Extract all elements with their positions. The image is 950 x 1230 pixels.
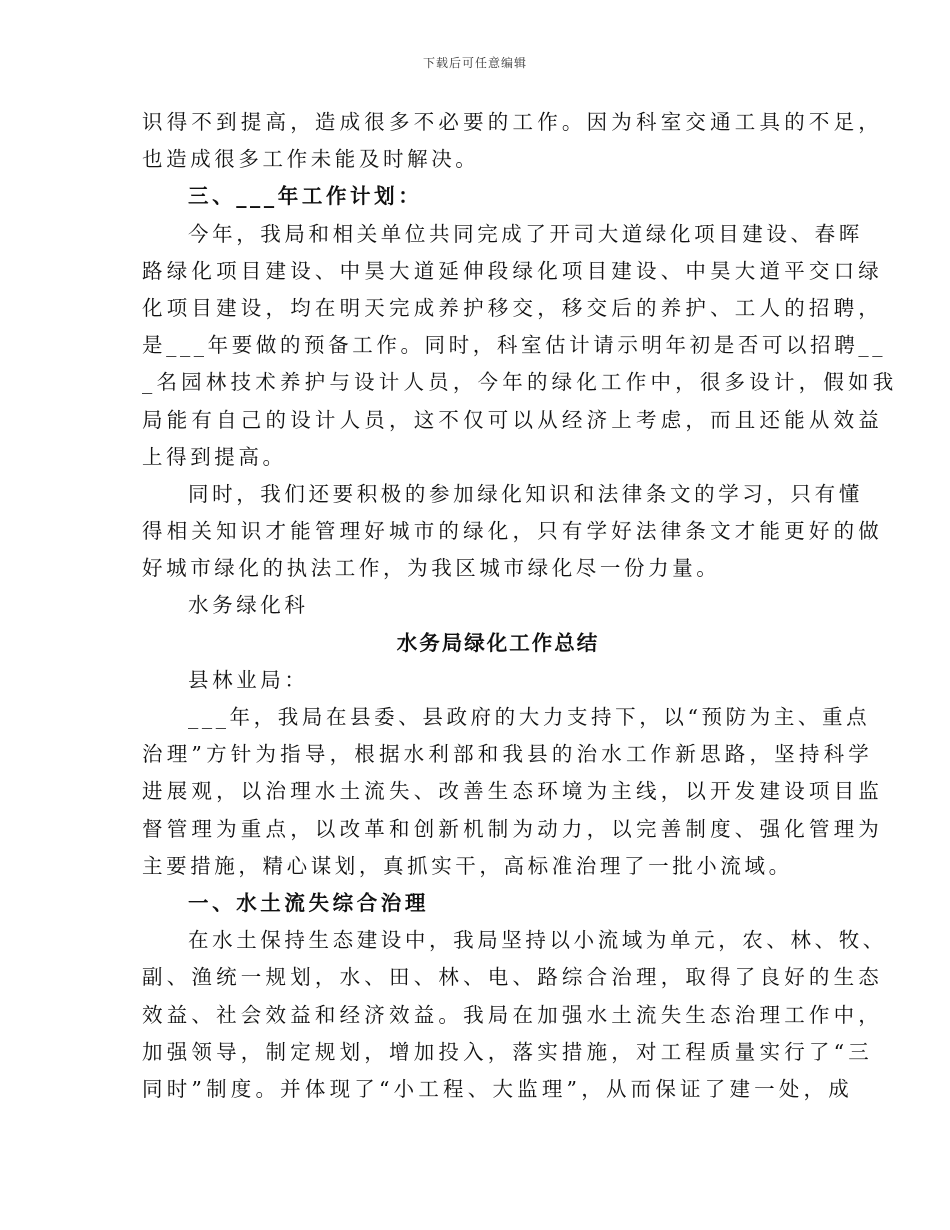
text-line: 治理”方针为指导，根据水利部和我县的治水工作新思路，坚持科学 (142, 742, 873, 767)
text-line: 今年，我局和相关单位共同完成了开司大道绿化项目建设、春晖 (188, 221, 863, 246)
text-line: 上得到提高。 (142, 444, 287, 469)
text-line: 督管理为重点，以改革和创新机制为动力，以完善制度、强化管理为 (142, 816, 883, 841)
salutation: 县林业局： (188, 667, 309, 692)
text-line: 局能有自己的设计人员，这不仅可以从经济上考虑，而且还能从效益 (142, 407, 883, 432)
text-line: 得相关知识才能管理好城市的绿化，只有学好法律条文才能更好的做 (142, 519, 883, 544)
text-line: 路绿化项目建设、中昊大道延伸段绿化项目建设、中昊大道平交口绿 (142, 258, 883, 283)
text-line: 好城市绿化的执法工作，为我区城市绿化尽一份力量。 (142, 556, 721, 581)
text-line: 效益、社会效益和经济效益。我局在加强水土流失生态治理工作中， (142, 1002, 883, 1027)
text-line: 是___年要做的预备工作。同时，科室估计请示明年初是否可以招聘__ (142, 333, 887, 358)
text-line: 主要措施，精心谋划，真抓实干，高标准治理了一批小流域。 (142, 853, 793, 878)
page-header: 下载后可任意编辑 (422, 56, 527, 70)
section-heading: 三、___年工作计划： (188, 184, 423, 209)
text-line: 同时，我们还要积极的参加绿化知识和法律条文的学习，只有懂 (188, 481, 863, 506)
text-line: 在水土保持生态建设中，我局坚持以小流域为单元，农、林、牧、 (188, 928, 887, 953)
section-heading: 一、水土流失综合治理 (188, 890, 429, 915)
text-line: _名园林技术养护与设计人员，今年的绿化工作中，很多设计，假如我 (142, 370, 898, 395)
document-body (142, 104, 898, 1108)
document-title: 水务局绿化工作总结 (396, 630, 600, 655)
text-line: ___年，我局在县委、县政府的大力支持下，以“预防为主、重点 (188, 705, 871, 729)
text-line: 进展观，以治理水土流失、改善生态环境为主线，以开发建设项目监 (142, 779, 883, 804)
text-line: 同时”制度。并体现了“小工程、大监理”，从而保证了建一处，成 (142, 1076, 853, 1101)
text-line: 也造成很多工作未能及时解决。 (142, 147, 480, 172)
signature-line: 水务绿化科 (188, 593, 309, 618)
text-line: 识得不到提高，造成很多不必要的工作。因为科室交通工具的不足， (142, 110, 883, 134)
text-line: 加强领导，制定规划，增加投入，落实措施，对工程质量实行了“三 (142, 1039, 873, 1064)
text-line: 副、渔统一规划，水、田、林、电、路综合治理，取得了良好的生态 (142, 965, 883, 990)
text-line: 化项目建设，均在明天完成养护移交，移交后的养护、工人的招聘， (142, 295, 883, 320)
